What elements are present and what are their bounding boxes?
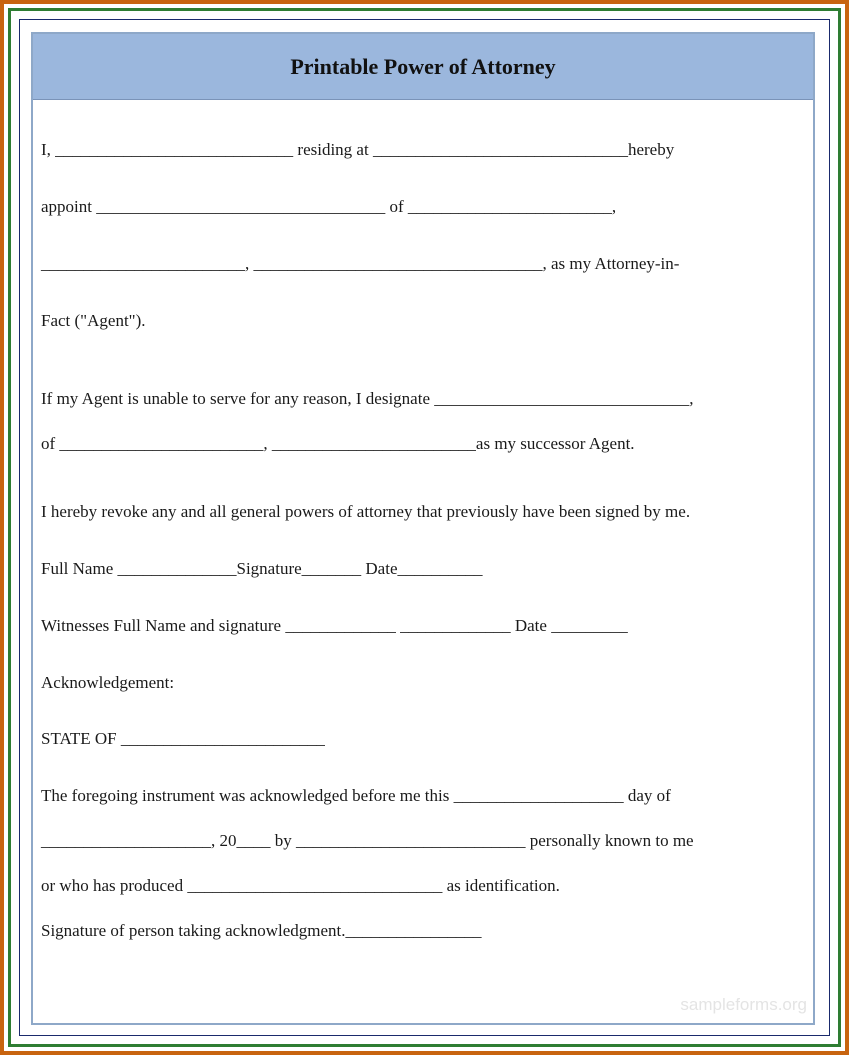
- form-line-appoint: appoint __________________________________ of ________________________,: [41, 197, 617, 216]
- form-line-state: STATE OF ________________________: [41, 729, 325, 748]
- form-line-full-name: Full Name ______________Signature_______ Date__________: [41, 559, 483, 578]
- form-line-date-by: ____________________, 20____ by ___________________________ personally known to me: [41, 831, 694, 850]
- form-line-identification: or who has produced ______________________________ as identification.: [41, 876, 560, 895]
- form-line-witnesses: Witnesses Full Name and signature _____________ _____________ Date _________: [41, 616, 628, 635]
- watermark: sampleforms.org: [680, 995, 807, 1014]
- form-line-acknowledgement: Acknowledgement:: [41, 673, 175, 692]
- form-line-foregoing: The foregoing instrument was acknowledged before me this ____________________ day of: [41, 786, 671, 805]
- form-line-declarant: I, ____________________________ residing at ______________________________hereby: [41, 140, 675, 159]
- form-line-revoke: I hereby revoke any and all general powers of attorney that previously have been signed by me.: [41, 502, 691, 521]
- page-title: Printable Power of Attorney: [290, 53, 556, 79]
- form-header: [33, 34, 813, 100]
- form-line-designate: If my Agent is unable to serve for any reason, I designate ______________________________,: [41, 389, 694, 408]
- form-line-signature: Signature of person taking acknowledgment.________________: [41, 921, 482, 940]
- form-page: [31, 32, 815, 1025]
- form-line-attorney: ________________________, __________________________________, as my Attorney-in-: [41, 254, 680, 273]
- form-line-agent: Fact ("Agent").: [41, 311, 146, 330]
- form-line-successor: of ________________________, ________________________as my successor Agent.: [41, 434, 635, 453]
